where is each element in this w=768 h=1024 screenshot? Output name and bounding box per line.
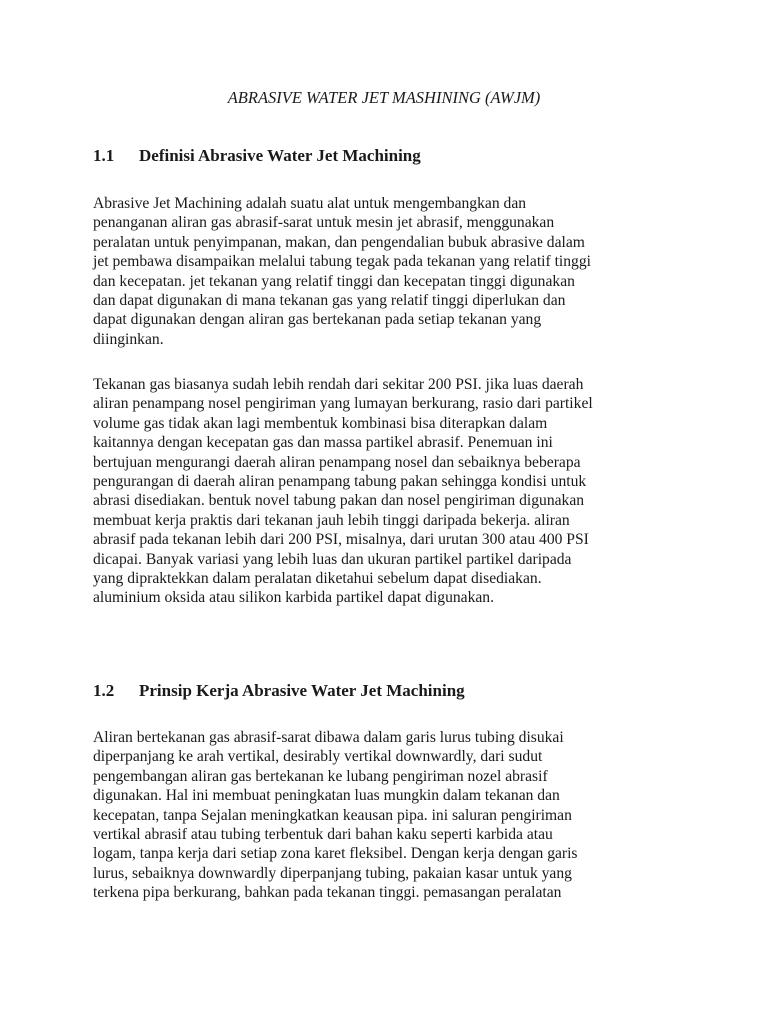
text-line: dicapai. Banyak variasi yang lebih luas dan ukuran partikel partikel daripada (93, 550, 572, 568)
text-line: volume gas tidak akan lagi membentuk kombinasi bisa diterapkan dalam (93, 414, 548, 432)
text-line: terkena pipa berkurang, bahkan pada tekanan tinggi. pemasangan peralatan (93, 884, 562, 902)
text-line: diperpanjang ke arah vertikal, desirably vertikal downwardly, dari sudut (93, 748, 543, 766)
text-line: lurus, sebaiknya downwardly diperpanjang tubing, pakaian kasar untuk yang (93, 864, 572, 882)
paragraph-principle-1 (93, 728, 683, 903)
text-line: Tekanan gas biasanya sudah lebih rendah dari sekitar 200 PSI. jika luas daerah (93, 376, 584, 393)
text-line: Aliran bertekanan gas abrasif-sarat dibawa dalam garis lurus tubing disukai (93, 729, 564, 746)
section-heading-1-1 (93, 145, 421, 167)
text-line: vertikal abrasif atau tubing terbentuk dari bahan kaku seperti karbida atau (93, 826, 553, 844)
text-line: aliran penampang nosel pengiriman yang lumayan berkurang, rasio dari partikel (93, 395, 593, 413)
document-title: ABRASIVE WATER JET MASHINING (AWJM) (227, 88, 541, 107)
paragraph-definition-2 (93, 375, 683, 608)
text-line: abrasif pada tekanan lebih dari 200 PSI, misalnya, dari urutan 300 atau 400 PSI (93, 531, 589, 549)
text-line: penanganan aliran gas abrasif-sarat untuk mesin jet abrasif, menggunakan (93, 214, 555, 232)
text-line: dan kecepatan. jet tekanan yang relatif tinggi dan kecepatan tinggi digunakan (93, 272, 575, 290)
text-line: kaitannya dengan kecepatan gas dan massa partikel abrasif. Penemuan ini (93, 434, 553, 452)
text-line: bertujuan mengurangi daerah aliran penampang nosel dan sebaiknya beberapa (93, 453, 581, 471)
text-line: abrasi disediakan. bentuk novel tabung pakan dan nosel pengiriman digunakan (93, 492, 585, 510)
text-line: membuat kerja praktis dari tekanan jauh lebih tinggi daripada bekerja. aliran (93, 511, 570, 529)
text-line: aluminium oksida atau silikon karbida partikel dapat digunakan. (93, 589, 495, 607)
section-title: Definisi Abrasive Water Jet Machining (139, 146, 421, 165)
text-line: logam, tanpa kerja dari setiap zona karet fleksibel. Dengan kerja dengan garis (93, 845, 578, 863)
section-number: 1.1 (93, 146, 115, 165)
text-line: diinginkan. (93, 330, 164, 348)
text-line: dapat digunakan dengan aliran gas bertekanan pada setiap tekanan yang (93, 311, 542, 329)
section-heading-1-2 (93, 680, 465, 702)
text-line: digunakan. Hal ini membuat peningkatan luas mungkin dalam tekanan dan (93, 787, 560, 805)
paragraph-definition-1 (93, 194, 683, 349)
text-line: Abrasive Jet Machining adalah suatu alat untuk mengembangkan dan (93, 195, 527, 212)
section-title: Prinsip Kerja Abrasive Water Jet Machining (139, 681, 465, 700)
text-line: kecepatan, tanpa Sejalan meningkatkan keausan pipa. ini saluran pengiriman (93, 806, 572, 824)
text-line: pengurangan di daerah aliran penampang tabung pakan sehingga kondisi untuk (93, 473, 587, 491)
section-number: 1.2 (93, 681, 115, 700)
text-line: peralatan untuk penyimpanan, makan, dan pengendalian bubuk abrasive dalam (93, 233, 585, 251)
text-line: yang dipraktekkan dalam peralatan diketahui sebelum dapat disediakan. (93, 570, 542, 588)
text-line: pengembangan aliran gas bertekanan ke lubang pengiriman nozel abrasif (93, 767, 548, 785)
text-line: dan dapat digunakan di mana tekanan gas yang relatif tinggi diperlukan dan (93, 292, 566, 310)
text-line: jet pembawa disampaikan melalui tabung tegak pada tekanan yang relatif tinggi (93, 253, 591, 271)
